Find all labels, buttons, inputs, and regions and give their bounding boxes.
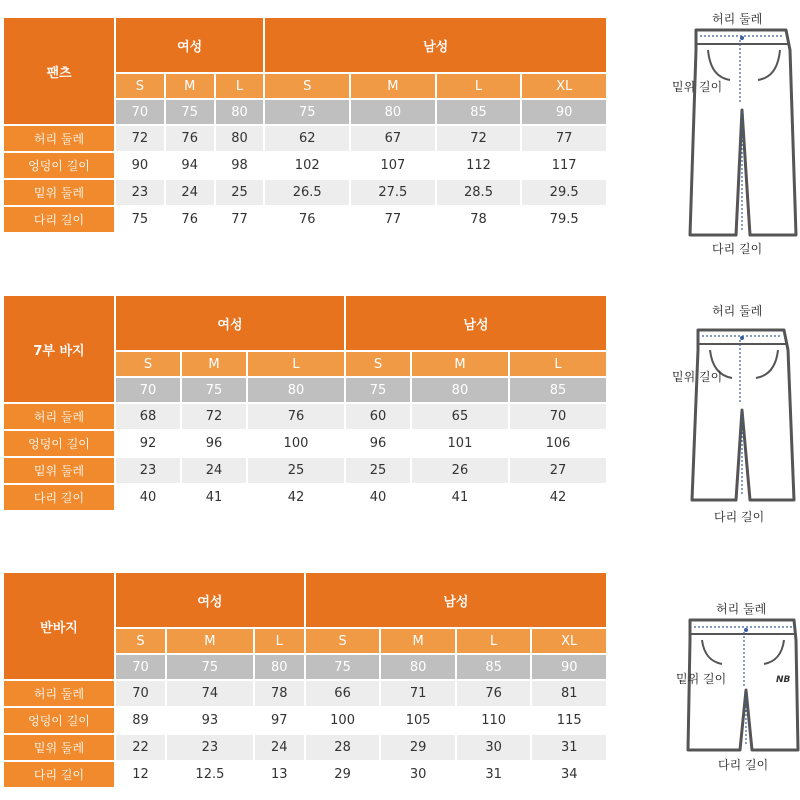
measurement-value: 78	[437, 207, 521, 232]
pants-size-table	[2, 16, 608, 234]
measurement-value: 13	[255, 762, 304, 787]
measurement-row	[4, 762, 606, 787]
measurement-value: 65	[412, 404, 508, 429]
measurement-value: 92	[116, 431, 180, 456]
measurement-value: 79.5	[522, 207, 606, 232]
measurement-value: 26	[412, 458, 508, 483]
measurement-value: 30	[381, 762, 455, 787]
size-letter: XL	[522, 74, 606, 98]
rise-label: 밑위 길이	[672, 370, 723, 384]
measurement-value: 42	[510, 485, 606, 510]
size-letter: M	[381, 629, 455, 653]
measurement-value: 106	[510, 431, 606, 456]
measurement-value: 29.5	[522, 180, 606, 205]
category-label: 7부 바지	[4, 296, 114, 402]
size-number: 80	[351, 100, 435, 124]
size-number: 70	[116, 378, 180, 402]
measurement-value: 70	[116, 681, 165, 706]
measurement-label: 허리 둘레	[4, 126, 114, 151]
measurement-value: 24	[182, 458, 246, 483]
women-header: 여성	[116, 573, 304, 627]
measurement-value: 100	[306, 708, 380, 733]
measurement-value: 77	[522, 126, 606, 151]
size-letter: S	[116, 352, 180, 376]
capri-table-body	[4, 296, 606, 510]
measurement-value: 25	[248, 458, 344, 483]
pants-diagram	[660, 0, 800, 260]
size-letter: L	[510, 352, 606, 376]
measurement-row	[4, 485, 606, 510]
measurement-row	[4, 404, 606, 429]
size-letter: L	[457, 629, 531, 653]
size-letter: L	[437, 74, 521, 98]
measurement-row	[4, 431, 606, 456]
measurement-value: 76	[265, 207, 349, 232]
measurement-value: 81	[532, 681, 606, 706]
shorts-section	[0, 560, 800, 800]
gender-header-row	[4, 573, 606, 627]
size-number: 90	[532, 655, 606, 679]
measurement-value: 77	[216, 207, 264, 232]
measurement-value: 71	[381, 681, 455, 706]
measurement-value: 28.5	[437, 180, 521, 205]
size-number: 80	[255, 655, 304, 679]
measurement-value: 66	[306, 681, 380, 706]
measurement-value: 22	[116, 735, 165, 760]
measurement-value: 77	[351, 207, 435, 232]
measurement-value: 93	[167, 708, 253, 733]
new-balance-logo-icon	[776, 675, 791, 685]
leg-label: 다리 길이	[714, 510, 765, 524]
measurement-value: 74	[167, 681, 253, 706]
measurement-value: 97	[255, 708, 304, 733]
shorts-size-table	[2, 571, 608, 789]
pants-section	[0, 0, 800, 256]
measurement-value: 60	[346, 404, 410, 429]
size-letter: S	[306, 629, 380, 653]
waist-label: 허리 둘레	[712, 304, 763, 318]
size-letter: L	[248, 352, 344, 376]
measurement-value: 110	[457, 708, 531, 733]
measurement-label: 다리 길이	[4, 207, 114, 232]
measurement-value: 89	[116, 708, 165, 733]
size-number: 90	[522, 100, 606, 124]
measurement-label: 엉덩이 길이	[4, 153, 114, 178]
size-number: 75	[167, 655, 253, 679]
measurement-label: 다리 길이	[4, 485, 114, 510]
measurement-value: 76	[248, 404, 344, 429]
size-number: 85	[457, 655, 531, 679]
measurement-value: 31	[457, 762, 531, 787]
size-letter: S	[116, 629, 165, 653]
measurement-value: 70	[510, 404, 606, 429]
capri-size-table	[2, 294, 608, 512]
size-letter: S	[346, 352, 410, 376]
men-header: 남성	[265, 18, 606, 72]
measurement-row	[4, 180, 606, 205]
measurement-label: 엉덩이 길이	[4, 708, 114, 733]
size-number: 85	[510, 378, 606, 402]
rise-label: 밑위 길이	[672, 80, 723, 94]
measurement-value: 23	[116, 458, 180, 483]
capri-section	[0, 280, 800, 530]
size-letter: L	[255, 629, 304, 653]
measurement-value: 40	[346, 485, 410, 510]
measurement-value: 75	[116, 207, 164, 232]
measurement-value: 12	[116, 762, 165, 787]
size-number: 80	[216, 100, 264, 124]
size-letter: S	[265, 74, 349, 98]
measurement-label: 밑위 둘레	[4, 458, 114, 483]
measurement-row	[4, 708, 606, 733]
category-label: 반바지	[4, 573, 114, 679]
measurement-row	[4, 207, 606, 232]
measurement-value: 62	[265, 126, 349, 151]
pants-table-body	[4, 18, 606, 232]
leg-label: 다리 길이	[712, 242, 763, 256]
measurement-value: 42	[248, 485, 344, 510]
measurement-value: 101	[412, 431, 508, 456]
men-header: 남성	[346, 296, 606, 350]
size-number: 85	[437, 100, 521, 124]
women-header: 여성	[116, 18, 263, 72]
measurement-value: 112	[437, 153, 521, 178]
gender-header-row	[4, 296, 606, 350]
measurement-row	[4, 735, 606, 760]
size-letter: M	[167, 629, 253, 653]
size-number: 75	[265, 100, 349, 124]
measurement-label: 허리 둘레	[4, 681, 114, 706]
measurement-value: 102	[265, 153, 349, 178]
leg-label: 다리 길이	[718, 758, 769, 772]
size-number: 75	[182, 378, 246, 402]
measurement-value: 90	[116, 153, 164, 178]
measurement-value: 29	[381, 735, 455, 760]
size-number: 75	[306, 655, 380, 679]
measurement-value: 23	[116, 180, 164, 205]
measurement-value: 34	[532, 762, 606, 787]
measurement-value: 12.5	[167, 762, 253, 787]
measurement-value: 105	[381, 708, 455, 733]
measurement-value: 115	[532, 708, 606, 733]
measurement-value: 78	[255, 681, 304, 706]
capri-diagram	[660, 280, 800, 530]
size-letter: M	[182, 352, 246, 376]
measurement-value: 28	[306, 735, 380, 760]
measurement-row	[4, 681, 606, 706]
measurement-value: 29	[306, 762, 380, 787]
measurement-value: 25	[346, 458, 410, 483]
size-letter: M	[412, 352, 508, 376]
size-number: 75	[346, 378, 410, 402]
size-number: 75	[166, 100, 214, 124]
long-pants-icon	[660, 0, 800, 260]
rise-label: 밑위 길이	[676, 672, 727, 686]
measurement-value: 30	[457, 735, 531, 760]
measurement-value: 40	[116, 485, 180, 510]
measurement-label: 밑위 둘레	[4, 180, 114, 205]
size-letter: XL	[532, 629, 606, 653]
size-letter: L	[216, 74, 264, 98]
size-number: 70	[116, 100, 164, 124]
waist-label: 허리 둘레	[712, 12, 763, 26]
category-label: 팬츠	[4, 18, 114, 124]
measurement-value: 72	[116, 126, 164, 151]
size-number: 70	[116, 655, 165, 679]
measurement-value: 41	[182, 485, 246, 510]
measurement-value: 117	[522, 153, 606, 178]
measurement-value: 68	[116, 404, 180, 429]
size-letter: M	[351, 74, 435, 98]
measurement-value: 41	[412, 485, 508, 510]
shorts-table-body	[4, 573, 606, 787]
size-number: 80	[381, 655, 455, 679]
measurement-row	[4, 153, 606, 178]
measurement-value: 27.5	[351, 180, 435, 205]
svg-text:NB: NB	[776, 675, 791, 685]
measurement-label: 허리 둘레	[4, 404, 114, 429]
measurement-value: 76	[166, 126, 214, 151]
measurement-value: 26.5	[265, 180, 349, 205]
measurement-value: 24	[166, 180, 214, 205]
measurement-value: 72	[437, 126, 521, 151]
gender-header-row	[4, 18, 606, 72]
measurement-value: 76	[457, 681, 531, 706]
measurement-value: 23	[167, 735, 253, 760]
measurement-value: 25	[216, 180, 264, 205]
measurement-value: 76	[166, 207, 214, 232]
size-letter: S	[116, 74, 164, 98]
size-letter: M	[166, 74, 214, 98]
waist-label: 허리 둘레	[716, 602, 767, 616]
measurement-row	[4, 458, 606, 483]
measurement-value: 67	[351, 126, 435, 151]
measurement-value: 98	[216, 153, 264, 178]
measurement-value: 96	[182, 431, 246, 456]
women-header: 여성	[116, 296, 344, 350]
measurement-label: 밑위 둘레	[4, 735, 114, 760]
measurement-value: 94	[166, 153, 214, 178]
measurement-label: 다리 길이	[4, 762, 114, 787]
measurement-value: 27	[510, 458, 606, 483]
size-number: 80	[412, 378, 508, 402]
measurement-value: 31	[532, 735, 606, 760]
measurement-value: 107	[351, 153, 435, 178]
measurement-row	[4, 126, 606, 151]
measurement-value: 96	[346, 431, 410, 456]
men-header: 남성	[306, 573, 606, 627]
shorts-diagram	[660, 590, 800, 800]
measurement-value: 80	[216, 126, 264, 151]
size-number: 80	[248, 378, 344, 402]
measurement-value: 24	[255, 735, 304, 760]
measurement-label: 엉덩이 길이	[4, 431, 114, 456]
measurement-value: 100	[248, 431, 344, 456]
measurement-value: 72	[182, 404, 246, 429]
